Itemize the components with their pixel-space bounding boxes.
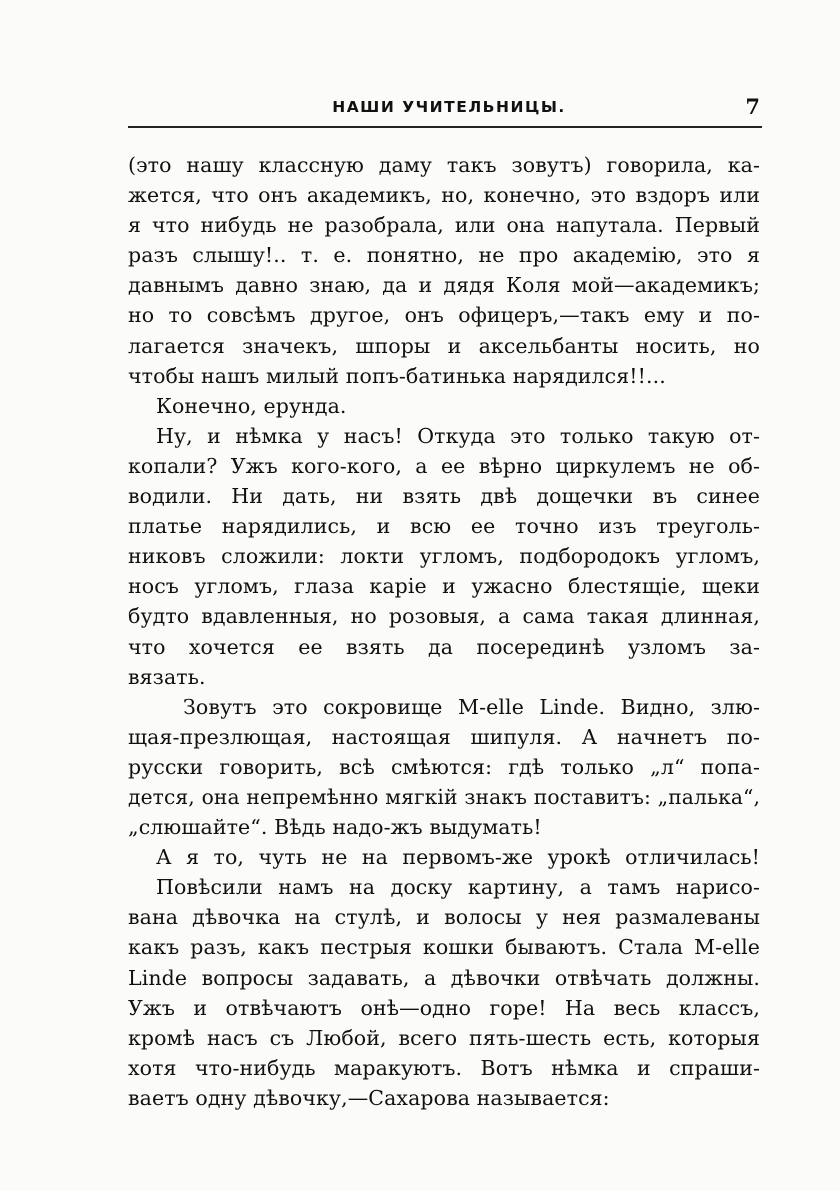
text-line: Ужъ и отвѣчаютъ онѣ—одно горе! На весь классъ, [128,995,760,1020]
text-line: лагается значекъ, шпоры и аксельбанты носить, но [128,333,760,358]
text-line: но то совсѣмъ другое, онъ офицеръ,—такъ ему и по- [128,303,760,328]
text-line: хотя что-нибудь маракуютъ. Вотъ нѣмка и спраши- [128,1055,760,1080]
text-line: русски говорить, всѣ смѣются: гдѣ только „л“ попа- [128,754,760,779]
text-line: кромѣ насъ съ Любой, всего пять-шесть есть, которыя [128,1025,760,1050]
text-line: что хочется ее взять да посерединѣ узломъ за- [128,634,760,659]
text-line: Linde вопросы задавать, а дѣвочки отвѣчать должны. [128,965,760,990]
text-line: щая-презлющая, настоящая шипуля. А начнетъ по- [128,724,760,749]
text-line: Ну, и нѣмка у насъ! Откуда это только такую от- [156,423,760,448]
text-line: я что нибудь не разобрала, или она напутала. Первый [128,213,760,238]
text-line: Зовутъ это сокровище M-elle Linde. Видно, злю- [183,694,760,719]
text-line: платье нарядились, и всю ее точно изъ треуголь- [128,514,760,539]
text-line: „слюшайте“. Вѣдь надо-жъ выдумать! [128,815,542,840]
running-header [128,96,762,128]
text-line: А я то, чуть не на первомъ-же урокѣ отличилась! [156,845,760,870]
text-line: Конечно, ерунда. [156,393,347,418]
text-line: разъ слышу!.. т. е. понятно, не про академію, это я [128,243,760,268]
text-line: вязать. [128,664,206,689]
text-line: никовъ сложили: локти угломъ, подбородокъ угломъ, [128,544,760,569]
text-line: дется, она непремѣнно мягкій знакъ поставитъ: „палька“, [128,784,760,809]
text-line: носъ угломъ, глаза каріе и ужасно блестящіе, щеки [128,574,760,599]
page-number: 7 [745,94,760,119]
text-line: (это нашу классную даму такъ зовутъ) говорила, ка- [128,153,760,177]
text-line: копали? Ужъ кого-кого, а ее вѣрно циркулемъ не об- [128,453,760,478]
text-line: давнымъ давно знаю, да и дядя Коля мой—академикъ; [128,273,760,298]
text-line: жется, что онъ академикъ, но, конечно, это вздоръ или [128,183,760,208]
text-line: какъ разъ, какъ пестрыя кошки бываютъ. Стала M-elle [128,935,760,960]
text-line: будто вдавленныя, но розовыя, а сама такая длинная, [128,604,760,629]
running-title: НАШИ УЧИТЕЛЬНИЦЫ. [332,98,566,116]
text-line: ваетъ одну дѣвочку,—Сахарова называется: [128,1085,610,1110]
text-line: водили. Ни дать, ни взять двѣ дощечки въ синее [128,484,760,509]
text-line: чтобы нашъ милый попъ-батинька нарядился!!... [128,363,666,388]
body-text [128,150,760,1113]
text-line: вана дѣвочка на стулѣ, и волосы у нея размалеваны [128,905,760,930]
text-line: Повѣсили намъ на доску картину, а тамъ нарисо- [156,875,760,900]
